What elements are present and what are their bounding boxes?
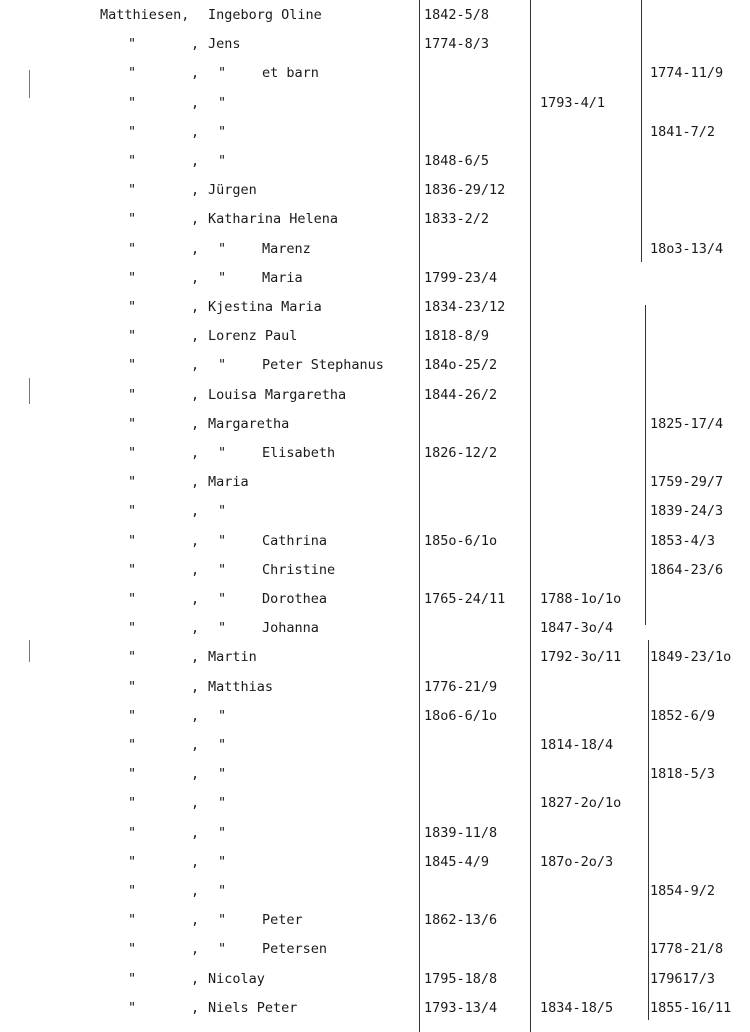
register-row (0, 996, 750, 1020)
separator-comma: , (191, 357, 200, 374)
ditto-mark: " (218, 912, 227, 929)
ditto-mark: " (218, 824, 227, 841)
given-name: Jürgen (208, 182, 257, 199)
separator-comma: , (191, 474, 200, 491)
date-col-2: 1834-18/5 (540, 999, 614, 1016)
register-row (0, 295, 750, 319)
ditto-mark: " (128, 795, 137, 812)
ditto-mark: " (128, 737, 137, 753)
date-col-1: 1848-6/5 (424, 153, 490, 169)
ditto-mark: " (128, 561, 137, 578)
date-col-1: 1765-24/11 (424, 591, 506, 607)
ditto-mark: " (128, 415, 137, 432)
register-row (0, 3, 750, 27)
second-name: Elisabeth (262, 445, 336, 461)
ditto-mark: " (218, 941, 227, 958)
separator-comma: , (191, 415, 200, 432)
register-row (0, 850, 750, 874)
date-col-3: 1839-24/3 (650, 503, 724, 520)
second-name: Dorothea (262, 591, 328, 607)
date-col-1: 1818-8/9 (424, 328, 490, 345)
register-row (0, 207, 750, 231)
register-row (0, 529, 750, 553)
separator-comma: , (191, 182, 200, 199)
second-name: et barn (262, 65, 319, 82)
second-name: Cathrina (262, 532, 328, 549)
register-row (0, 499, 750, 523)
ditto-mark: " (218, 707, 227, 724)
separator-comma: , (191, 328, 200, 345)
ditto-mark: " (218, 561, 227, 578)
given-name: Margaretha (208, 415, 290, 432)
separator-comma: , (191, 649, 200, 666)
ditto-mark: " (128, 766, 137, 783)
ditto-mark: " (128, 941, 137, 958)
ditto-mark: " (128, 503, 137, 520)
date-col-3: 179617/3 (650, 970, 716, 987)
surname: Matthiesen, (100, 7, 190, 23)
second-name: Peter (262, 912, 303, 929)
date-col-1: 1795-18/8 (424, 970, 498, 987)
ditto-mark: " (128, 912, 137, 929)
date-col-1: 1834-23/12 (424, 299, 506, 315)
ditto-mark: " (218, 503, 227, 520)
separator-comma: , (191, 211, 200, 228)
ditto-mark: " (128, 65, 137, 82)
date-col-2: 1847-3o/4 (540, 620, 614, 637)
ditto-mark: " (218, 766, 227, 783)
register-row (0, 441, 750, 465)
given-name: Jens (208, 36, 241, 53)
separator-comma: , (191, 503, 200, 520)
separator-comma: , (191, 707, 200, 724)
separator-comma: , (191, 824, 200, 841)
ditto-mark: " (128, 970, 137, 987)
date-col-2: 187o-2o/3 (540, 853, 614, 870)
separator-comma: , (191, 970, 200, 987)
given-name: Nicolay (208, 970, 265, 987)
ditto-mark: " (128, 36, 137, 53)
register-row (0, 645, 750, 669)
register-row (0, 704, 750, 728)
separator-comma: , (191, 999, 200, 1016)
date-col-1: 1826-12/2 (424, 445, 498, 461)
ditto-mark: " (218, 153, 227, 169)
ditto-mark: " (128, 240, 137, 257)
ditto-mark: " (218, 94, 227, 111)
separator-comma: , (191, 153, 200, 169)
date-col-1: 1842-5/8 (424, 7, 490, 23)
separator-comma: , (191, 737, 200, 753)
ditto-mark: " (218, 240, 227, 257)
ditto-mark: " (128, 123, 137, 140)
second-name: Christine (262, 561, 336, 578)
ditto-mark: " (218, 123, 227, 140)
ditto-mark: " (218, 532, 227, 549)
ditto-mark: " (128, 182, 137, 199)
second-name: Petersen (262, 941, 328, 958)
date-col-3: 1864-23/6 (650, 561, 724, 578)
separator-comma: , (191, 123, 200, 140)
register-row (0, 32, 750, 56)
date-col-3: 1849-23/1o (650, 649, 732, 666)
ditto-mark: " (128, 299, 137, 315)
separator-comma: , (191, 269, 200, 286)
ditto-mark: " (128, 707, 137, 724)
ditto-mark: " (128, 883, 137, 899)
ditto-mark: " (128, 386, 137, 403)
date-col-1: 1836-29/12 (424, 182, 506, 199)
date-col-3: 1841-7/2 (650, 123, 716, 140)
separator-comma: , (191, 620, 200, 637)
separator-comma: , (191, 853, 200, 870)
ditto-mark: " (218, 269, 227, 286)
separator-comma: , (191, 883, 200, 899)
register-row (0, 587, 750, 611)
ditto-mark: " (128, 824, 137, 841)
register-row (0, 821, 750, 845)
date-col-1: 18o6-6/1o (424, 707, 498, 724)
date-col-3: 1854-9/2 (650, 883, 716, 899)
ditto-mark: " (128, 269, 137, 286)
given-name: Maria (208, 474, 249, 491)
ditto-mark: " (128, 211, 137, 228)
ditto-mark: " (218, 620, 227, 637)
register-row (0, 967, 750, 991)
date-col-1: 1833-2/2 (424, 211, 490, 228)
register-row (0, 353, 750, 377)
separator-comma: , (191, 36, 200, 53)
date-col-2: 1814-18/4 (540, 737, 614, 753)
date-col-3: 1759-29/7 (650, 474, 724, 491)
separator-comma: , (191, 561, 200, 578)
ditto-mark: " (128, 357, 137, 374)
date-col-3: 18o3-13/4 (650, 240, 724, 257)
ditto-mark: " (128, 153, 137, 169)
register-row (0, 558, 750, 582)
date-col-3: 1855-16/11 (650, 999, 732, 1016)
given-name: Lorenz Paul (208, 328, 298, 345)
separator-comma: , (191, 445, 200, 461)
date-col-1: 184o-25/2 (424, 357, 498, 374)
register-row (0, 616, 750, 640)
ditto-mark: " (128, 620, 137, 637)
date-col-3: 1774-11/9 (650, 65, 724, 82)
register-row (0, 266, 750, 290)
register-row (0, 879, 750, 903)
separator-comma: , (191, 766, 200, 783)
date-col-1: 1845-4/9 (424, 853, 490, 870)
second-name: Maria (262, 269, 303, 286)
register-row (0, 412, 750, 436)
ditto-mark: " (128, 999, 137, 1016)
date-col-2: 1788-1o/1o (540, 591, 622, 607)
ditto-mark: " (218, 795, 227, 812)
given-name: Louisa Margaretha (208, 386, 347, 403)
given-name: Ingeborg Oline (208, 7, 322, 23)
ditto-mark: " (218, 65, 227, 82)
register-row (0, 324, 750, 348)
register-row (0, 91, 750, 115)
date-col-2: 1793-4/1 (540, 94, 606, 111)
register-row (0, 470, 750, 494)
ditto-mark: " (128, 328, 137, 345)
register-row (0, 178, 750, 202)
second-name: Johanna (262, 620, 319, 637)
ditto-mark: " (218, 357, 227, 374)
separator-comma: , (191, 65, 200, 82)
register-row (0, 383, 750, 407)
given-name: Kjestina Maria (208, 299, 322, 315)
date-col-1: 1862-13/6 (424, 912, 498, 929)
separator-comma: , (191, 591, 200, 607)
ditto-mark: " (128, 94, 137, 111)
date-col-3: 1825-17/4 (650, 415, 724, 432)
date-col-3: 1853-4/3 (650, 532, 716, 549)
register-row (0, 908, 750, 932)
date-col-1: 1774-8/3 (424, 36, 490, 53)
date-col-2: 1827-2o/1o (540, 795, 622, 812)
date-col-1: 1776-21/9 (424, 678, 498, 695)
second-name: Peter Stephanus (262, 357, 384, 374)
register-row (0, 149, 750, 173)
separator-comma: , (191, 678, 200, 695)
ditto-mark: " (128, 532, 137, 549)
date-col-1: 1793-13/4 (424, 999, 498, 1016)
register-row (0, 120, 750, 144)
register-row (0, 237, 750, 261)
given-name: Katharina Helena (208, 211, 339, 228)
separator-comma: , (191, 240, 200, 257)
ditto-mark: " (128, 853, 137, 870)
ditto-mark: " (218, 883, 227, 899)
separator-comma: , (191, 532, 200, 549)
register-row (0, 733, 750, 757)
ditto-mark: " (128, 591, 137, 607)
separator-comma: , (191, 94, 200, 111)
second-name: Marenz (262, 240, 311, 257)
register-row (0, 791, 750, 815)
ditto-mark: " (218, 445, 227, 461)
given-name: Martin (208, 649, 257, 666)
ditto-mark: " (128, 649, 137, 666)
ditto-mark: " (128, 678, 137, 695)
date-col-1: 1844-26/2 (424, 386, 498, 403)
given-name: Niels Peter (208, 999, 298, 1016)
ditto-mark: " (128, 445, 137, 461)
register-row (0, 61, 750, 85)
date-col-1: 185o-6/1o (424, 532, 498, 549)
separator-comma: , (191, 912, 200, 929)
ditto-mark: " (218, 853, 227, 870)
ditto-mark: " (128, 474, 137, 491)
register-row (0, 937, 750, 961)
date-col-3: 1778-21/8 (650, 941, 724, 958)
given-name: Matthias (208, 678, 274, 695)
ditto-mark: " (218, 737, 227, 753)
date-col-1: 1839-11/8 (424, 824, 498, 841)
register-row (0, 762, 750, 786)
separator-comma: , (191, 795, 200, 812)
separator-comma: , (191, 941, 200, 958)
separator-comma: , (191, 386, 200, 403)
date-col-3: 1818-5/3 (650, 766, 716, 783)
date-col-2: 1792-3o/11 (540, 649, 622, 666)
register-row (0, 675, 750, 699)
date-col-1: 1799-23/4 (424, 269, 498, 286)
separator-comma: , (191, 299, 200, 315)
date-col-3: 1852-6/9 (650, 707, 716, 724)
ditto-mark: " (218, 591, 227, 607)
